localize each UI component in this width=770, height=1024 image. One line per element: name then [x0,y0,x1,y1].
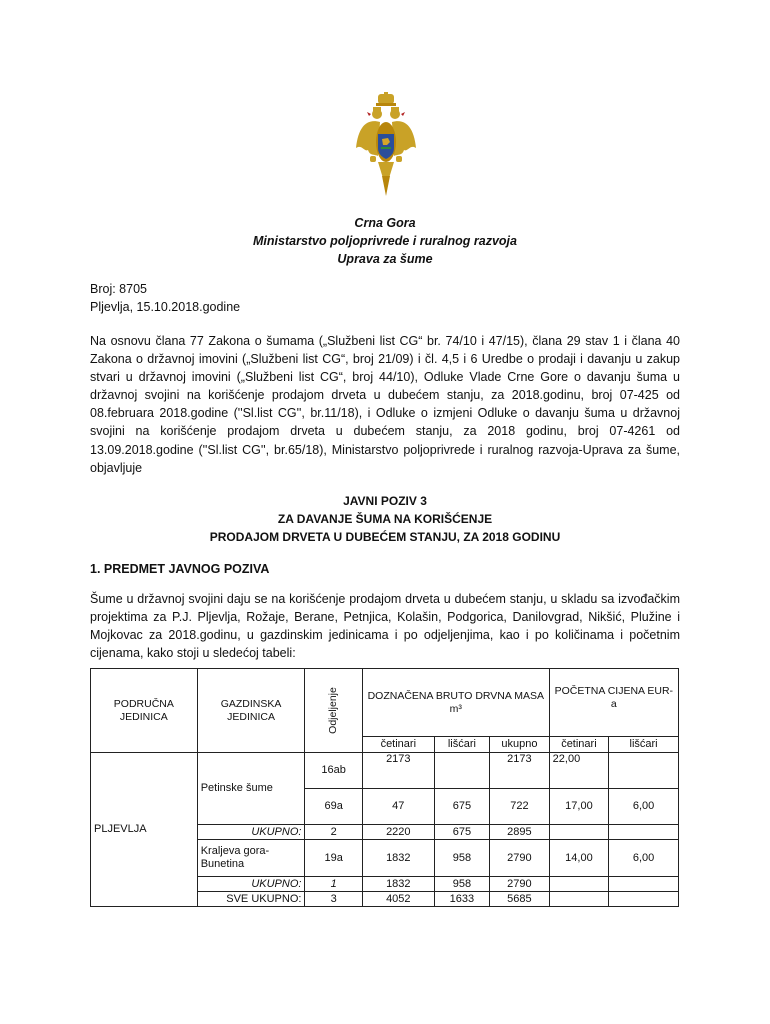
cetinari-cell: 1832 [362,877,434,892]
montenegro-coat-of-arms-icon [354,92,418,200]
header-country: Crna Gora [354,216,416,230]
price-cetinari-cell: 14,00 [549,840,609,877]
price-liscari-cell [609,753,679,789]
liscari-cell [434,753,489,789]
liscari-cell: 675 [434,825,489,840]
cetinari-cell: 2173 [362,753,434,789]
section-paragraph: Šume u državnoj svojini daju se na korišćenje prodajom drveta u dubećem stanju, u skladu sa izvođačkim projektima za P.J. Pljevlja, Rožaje, Berane, Petnjica, Kolašin, Podgorica, Danilovgrad, Nikšić, Plužine i Mojkovac za 2018.godinu, u gazdinskim jedinicama i po odjeljenjima, kao i po količinama i početnim cijenama, kako stoji u sledećoj tabeli: [90,592,680,661]
table-row [91,753,679,789]
place-date: Pljevlja, 15.10.2018.godine [90,300,241,314]
gj-name: Kraljeva gora-Bunetina [197,840,305,877]
cetinari-cell: 4052 [362,892,434,907]
odjeljenje-cell: 19a [305,840,362,877]
header-odjeljenje: Odjeljenje [327,687,340,734]
document-number: Broj: 8705 [90,282,147,296]
odjeljenje-cell: 69a [305,789,362,825]
cetinari-cell: 1832 [362,840,434,877]
liscari-cell: 958 [434,840,489,877]
header-price-cetinari: četinari [549,737,609,753]
subtotal-label: UKUPNO: [197,825,305,840]
call-title: JAVNI POZIV 3 [343,494,427,508]
cetinari-cell: 47 [362,789,434,825]
header-ukupno: ukupno [490,737,550,753]
subtotal-label: UKUPNO: [197,877,305,892]
ukupno-cell: 722 [490,789,550,825]
header-price-liscari: lišćari [609,737,679,753]
timber-table [90,668,679,907]
liscari-cell: 675 [434,789,489,825]
price-cetinari-cell: 17,00 [549,789,609,825]
header-cetinari: četinari [362,737,434,753]
total-label: SVE UKUPNO: [197,892,305,907]
odjeljenje-cell: 3 [305,892,362,907]
ukupno-cell: 2173 [490,753,550,789]
section-heading: 1. PREDMET JAVNOG POZIVA [90,562,270,576]
price-liscari-cell: 6,00 [609,840,679,877]
intro-paragraph: Na osnovu člana 77 Zakona o šumama („Službeni list CG“ br. 74/10 i 47/15), člana 29 stav 1 i člana 40 Zakona o državnoj imovini („Službeni list CG“, broj 21/09) i čl. 4,5 i 6 Uredbe o prodaji i davanju u zakup stvari u državnoj imovini („Službeni list CG“, broj 44/10), Odluke Vlade Crne Gore o davanju šuma u državnoj svojini na korišćenje prodajom drveta u dubećem stanju, za 2018.godinu, broj 07-425 od 08.februara 2018.godine (''Sl.list CG'', br.11/18), i Odluke o izmjeni Odluke o davanju šuma u državnoj svojini na korišćenje prodajom drveta u dubećem stanju, za 2018 godinu, broj 07-4261 od 13.09.2018.godine (''Sl.list CG'', br.65/18), Ministarstvo poljoprivrede i ruralnog razvoja-Uprava za šume, objavljuje [90,334,680,475]
cetinari-cell: 2220 [362,825,434,840]
header-odjeljenje-cell [305,669,362,753]
price-liscari-cell: 6,00 [609,789,679,825]
ukupno-cell: 2790 [490,840,550,877]
header-unit: PODRUČNA JEDINICA [91,669,198,753]
ukupno-cell: 2790 [490,877,550,892]
ukupno-cell: 2895 [490,825,550,840]
odjeljenje-cell: 16ab [305,753,362,789]
header-gj: GAZDINSKA JEDINICA [197,669,305,753]
odjeljenje-cell: 1 [305,877,362,892]
odjeljenje-cell: 2 [305,825,362,840]
unit-name: PLJEVLJA [91,753,198,907]
call-subtitle-2: PRODAJOM DRVETA U DUBEĆEM STANJU, ZA 2018 GODINU [209,530,561,544]
header-administration: Uprava za šume [337,252,433,266]
liscari-cell: 1633 [434,892,489,907]
header-price: POČETNA CIJENA EUR-a [549,669,678,737]
call-subtitle-1: ZA DAVANJE ŠUMA NA KORIŠĆENJE [277,512,493,526]
header-ministry: Ministarstvo poljoprivrede i ruralnog razvoja [253,234,517,248]
ukupno-cell: 5685 [490,892,550,907]
price-cetinari-cell: 22,00 [549,753,609,789]
liscari-cell: 958 [434,877,489,892]
header-mass: DOZNAČENA BRUTO DRVNA MASA m³ [362,669,549,737]
header-liscari: lišćari [434,737,489,753]
gj-name: Petinske šume [197,753,305,825]
